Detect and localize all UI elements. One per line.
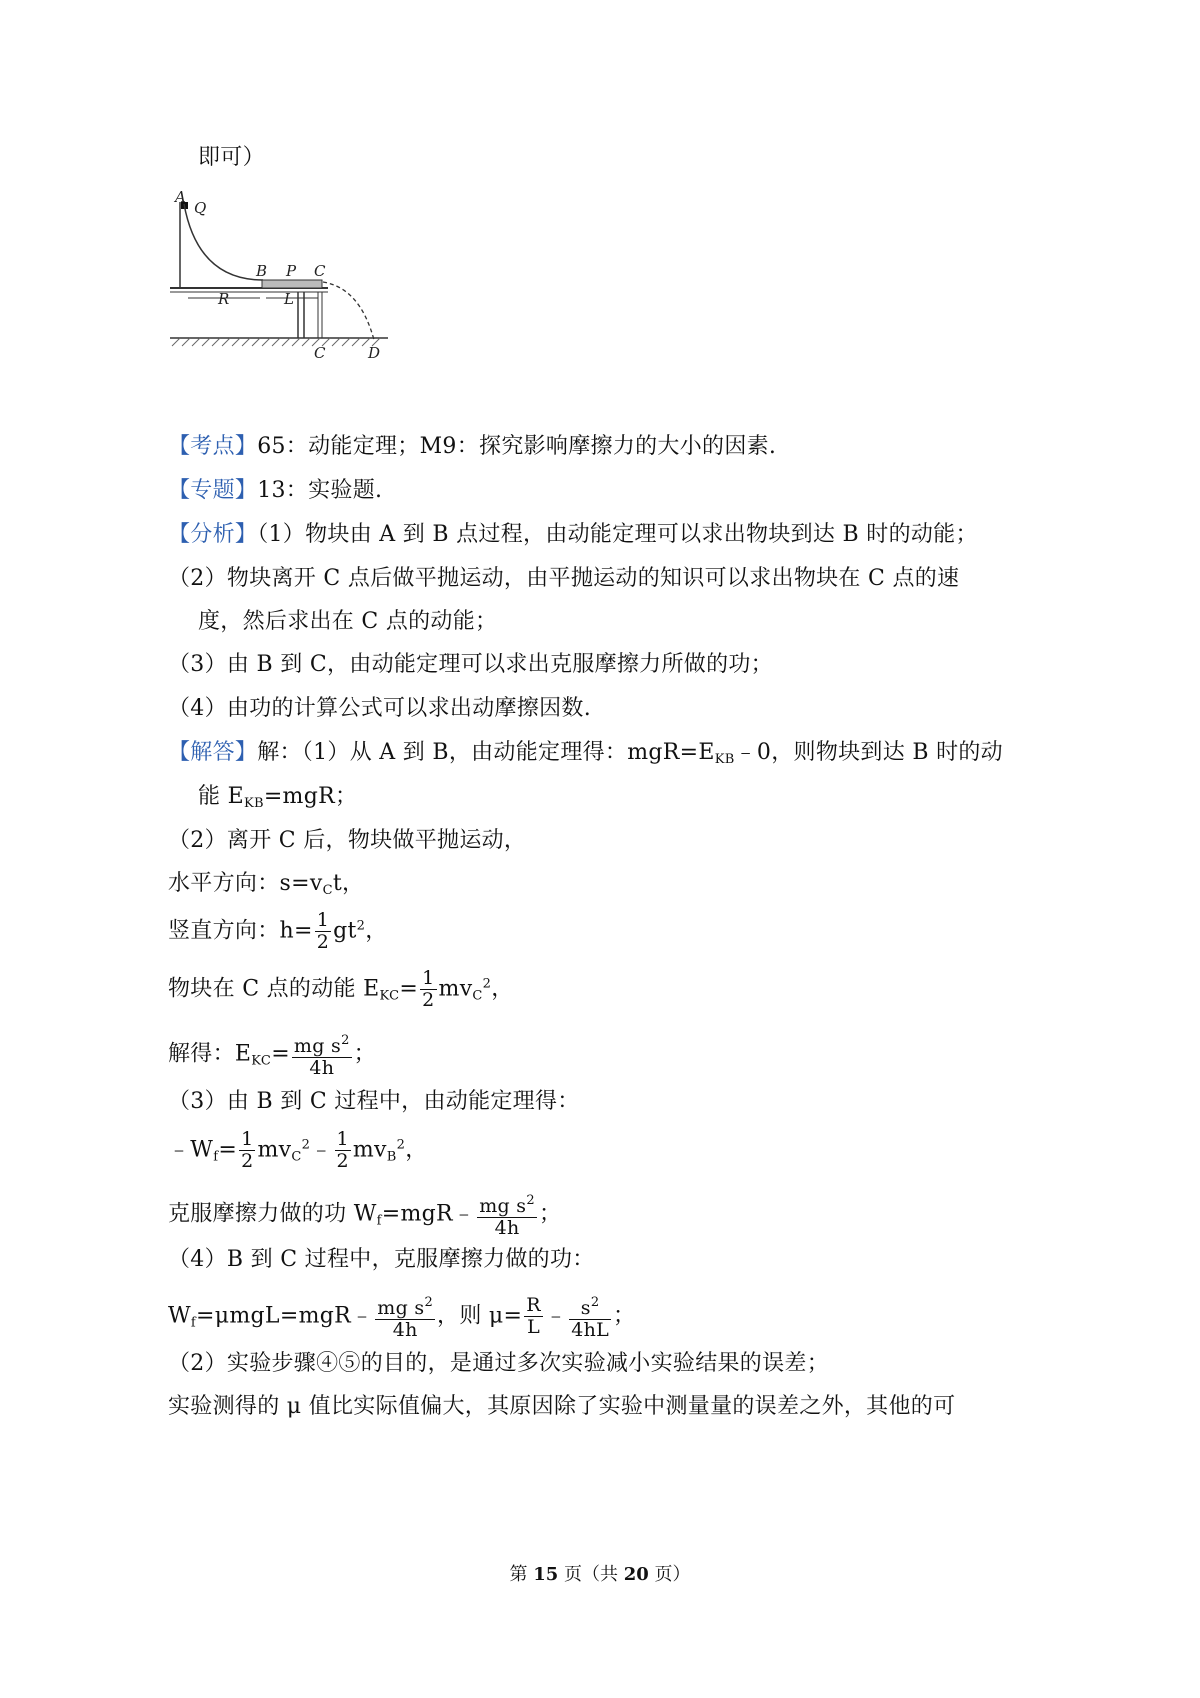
numerator-text: mg s <box>377 1297 425 1319</box>
jieda-line-8: （3）由 B 到 C 过程中，由动能定理得： <box>168 1089 580 1114</box>
label-d: D <box>368 344 381 362</box>
jieda-text: =mgR； <box>263 784 358 809</box>
fraction-numerator: 1 <box>336 1128 349 1150</box>
fenxi-line-4: （3）由 B 到 C，由动能定理可以求出克服摩擦力所做的功； <box>168 652 773 677</box>
page-number: 15 <box>533 1564 559 1585</box>
fraction-numerator: 1 <box>422 967 435 989</box>
jieda-line-2 <box>198 782 357 819</box>
superscript: 2 <box>341 1033 350 1048</box>
jieda-text: =μmgL=mgR﹣ <box>196 1303 374 1329</box>
page-footer <box>0 1560 1200 1586</box>
fraction-numerator <box>292 1030 352 1058</box>
fenxi-line-5: （4）由功的计算公式可以求出动摩擦因数. <box>168 696 591 721</box>
fraction-denominator: 2 <box>422 989 435 1011</box>
jieda-text: ﹣W <box>168 1137 214 1163</box>
page-total: 20 <box>623 1564 649 1585</box>
jieda-line-4 <box>168 869 364 906</box>
fraction-numerator: 1 <box>241 1128 254 1150</box>
subscript: KB <box>243 796 264 811</box>
trajectory <box>323 282 374 340</box>
jieda-text: 能 E <box>198 784 244 809</box>
label-p: P <box>286 262 297 280</box>
label-c: C <box>314 262 326 280</box>
jieda-text: ； <box>613 1303 636 1329</box>
zhuanti-line <box>168 476 382 506</box>
fraction-mgs2-4h <box>477 1190 537 1239</box>
subscript: f <box>213 1149 219 1165</box>
superscript: 2 <box>356 918 366 934</box>
fenxi-line-3: 度，然后求出在 C 点的动能； <box>198 609 498 634</box>
subscript: f <box>376 1213 382 1229</box>
fraction-denominator: 4h <box>309 1057 335 1079</box>
jieda-line-3: （2）离开 C 后，物块做平抛运动， <box>168 828 527 853</box>
jieda-text: ， <box>491 976 514 1002</box>
subscript: KC <box>379 988 400 1004</box>
jieda-text: ，则 μ= <box>437 1303 523 1329</box>
jieda-line-12 <box>168 1292 635 1341</box>
jieda-text: =mgR﹣ <box>381 1201 476 1227</box>
jieda-text: ； <box>538 1201 562 1227</box>
ground-hatch <box>172 338 380 346</box>
jieda-line-5 <box>168 910 388 953</box>
footer-text: 页） <box>648 1564 691 1585</box>
label-a: A <box>175 190 186 206</box>
numerator-text: s <box>580 1297 591 1319</box>
fraction-denominator: L <box>527 1316 541 1338</box>
fenxi-line-1 <box>168 520 978 550</box>
jieda-line-1 <box>168 738 1003 775</box>
jieda-line-13: （2）实验步骤④⑤的目的，是通过多次实验减小实验结果的误差； <box>168 1351 829 1376</box>
label-q: Q <box>194 199 207 217</box>
jieda-text: 解：（1）从 A 到 B，由动能定理得：mgR=E <box>257 740 715 765</box>
fraction-mgs2-4h <box>375 1292 435 1341</box>
superscript: 2 <box>482 976 492 992</box>
jieda-text: mv <box>257 1137 292 1163</box>
fraction-numerator <box>375 1292 435 1320</box>
fenxi-text-1: （1）物块由 A 到 B 点过程，由动能定理可以求出物块到达 B 时的动能； <box>257 522 978 547</box>
kaodian-line <box>168 432 776 462</box>
footer-text: 页（共 <box>558 1564 624 1585</box>
jieda-text: ﹣ <box>544 1303 568 1329</box>
jieda-text: 竖直方向：h= <box>168 918 313 944</box>
kaodian-tag: 【考点】 <box>168 434 258 459</box>
fraction-r-over-l <box>524 1295 543 1338</box>
jieda-line-10 <box>168 1190 561 1239</box>
fraction-half <box>335 1129 351 1172</box>
subscript: KB <box>714 752 735 767</box>
jieda-text: ﹣0，则物块到达 B 时的动 <box>734 740 1003 765</box>
fraction-s2-4hl <box>569 1292 611 1341</box>
fraction-denominator: 2 <box>316 931 330 953</box>
jieda-text: 解得：E <box>168 1041 252 1067</box>
jieda-text: = <box>271 1041 290 1067</box>
jieda-line-6 <box>168 968 514 1012</box>
label-r: R <box>218 290 230 308</box>
fraction-half <box>420 968 436 1011</box>
fraction-mgs2-4h <box>292 1030 352 1079</box>
jieda-text: ； <box>353 1041 376 1067</box>
jieda-text: 克服摩擦力做的功 W <box>168 1201 377 1227</box>
jieda-line-9 <box>168 1129 428 1173</box>
jieda-text: ， <box>405 1137 428 1163</box>
fenxi-line-2: （2）物块离开 C 点后做平抛运动，由平抛运动的知识可以求出物块在 C 点的速 <box>168 566 960 591</box>
fraction-half <box>315 910 331 953</box>
jieda-line-7 <box>168 1030 376 1079</box>
fraction-numerator <box>477 1190 537 1218</box>
superscript: 2 <box>590 1295 600 1310</box>
fraction-denominator: 4h <box>392 1319 418 1341</box>
superscript: 2 <box>396 1137 406 1153</box>
subscript: C <box>322 883 333 898</box>
fraction-denominator: 4hL <box>571 1319 610 1341</box>
subscript: C <box>291 1149 302 1165</box>
numerator-text: mg s <box>479 1195 527 1217</box>
fraction-numerator <box>569 1292 611 1320</box>
jieda-text: ﹣ <box>310 1137 333 1163</box>
superscript: 2 <box>301 1137 311 1153</box>
fraction-numerator: R <box>526 1294 541 1316</box>
jieda-line-11: （4）B 到 C 过程中，克服摩擦力做的功： <box>168 1247 595 1272</box>
zhuanti-tag: 【专题】 <box>168 478 258 503</box>
physics-figure <box>168 190 398 370</box>
jieda-text: ， <box>365 918 388 944</box>
jieda-text: t， <box>332 871 365 896</box>
fenxi-tag: 【分析】 <box>168 522 258 547</box>
rough-board <box>262 280 322 288</box>
label-l: L <box>284 290 294 308</box>
fraction-half <box>239 1129 255 1172</box>
jieda-text: gt <box>333 918 357 944</box>
jieda-text: = <box>218 1137 238 1163</box>
fraction-denominator: 2 <box>336 1150 349 1172</box>
zhuanti-text: 13：实验题. <box>257 478 383 503</box>
jieda-tag: 【解答】 <box>168 740 258 765</box>
superscript: 2 <box>424 1295 434 1310</box>
label-c-ground: C <box>314 344 326 362</box>
subscript: f <box>190 1315 197 1331</box>
subscript: KC <box>251 1053 272 1069</box>
jieda-text: 水平方向：s=v <box>168 871 323 896</box>
jieda-text: mv <box>438 976 473 1002</box>
jieda-text: 物块在 C 点的动能 E <box>168 976 380 1002</box>
subscript: C <box>472 988 483 1004</box>
jieda-text: = <box>399 976 419 1002</box>
fraction-denominator: 2 <box>241 1150 254 1172</box>
jieda-line-14: 实验测得的 μ 值比实际值偏大，其原因除了实验中测量量的误差之外，其他的可 <box>168 1394 956 1419</box>
fraction-denominator: 4h <box>494 1217 520 1239</box>
kaodian-text: 65：动能定理；M9：探究影响摩擦力的大小的因素. <box>257 434 777 459</box>
top-line: 即可） <box>198 145 265 170</box>
jieda-text: mv <box>352 1137 387 1163</box>
subscript: B <box>386 1149 397 1165</box>
label-b: B <box>256 262 268 280</box>
fraction-numerator: 1 <box>316 909 330 931</box>
numerator-text: mg s <box>293 1035 342 1057</box>
footer-text: 第 <box>509 1564 534 1585</box>
jieda-text: W <box>168 1303 191 1329</box>
superscript: 2 <box>526 1193 535 1208</box>
